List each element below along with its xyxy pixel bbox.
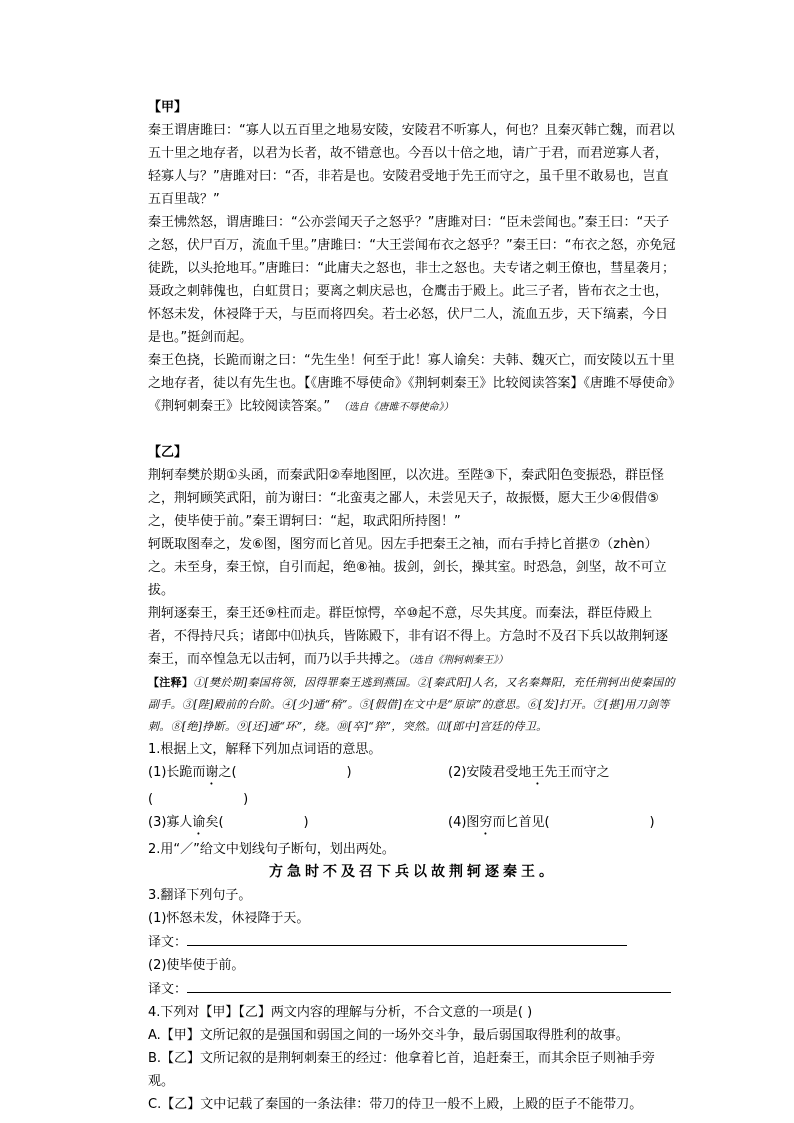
passage-jia-source: （选自《唐雎不辱使命》）: [338, 402, 454, 413]
answer-line-1[interactable]: [187, 930, 627, 946]
question-2-stem: 2.用“／”给文中划线句子断句，划出两处。: [148, 842, 395, 857]
passage-yi-para2: 轲既取图奉之，发⑥图，图穷而匕首见。因左手把秦王之袖，而右手持匕首揕⑦（zhèn）之。未至身，秦王惊，自引而起，绝⑧袖。拔剑，剑长，操其室。时恐急，剑坚，故不可立拔。: [148, 537, 667, 598]
annotations-text: ①[樊於期]秦国将领，因得罪秦王逃到燕国。②[秦武阳]人名，又名秦舞阳，充任荆轲出使秦国的副手。③[陛]殿前的台阶。④[少]通“稍”。⑤[假借]在文中是“原谅”的意思。⑥[发]打开。⑦[揕]用刀剑等刺。⑧[绝]挣断。⑨[还]通“环”，绕。⑩[卒]“猝”，突然。⑾[郎中]宫廷的侍卫。: [148, 676, 675, 733]
question-3-answer-1: 译文：: [148, 930, 678, 954]
question-1-item-2: (2)安陵君受地王先王而守之: [448, 765, 610, 780]
question-3-sentence-2: (2)使毕使于前。: [148, 958, 245, 973]
passage-jia-para2: 秦王怫然怒，谓唐雎曰：“公亦尝闻天子之怒乎？”唐雎对曰：“臣未尝闻也。”秦王曰：“天子之怒，伏尸百万，流血千里。”唐雎曰：“大王尝闻布衣之怒乎？”秦王曰：“布衣之怒，亦免冠徒跣，以头抢地耳。”唐雎曰：“此庸夫之怒也，非士之怒也。夫专诸之刺王僚也，彗星袭月；聂政之刺韩傀也，白虹贯日；要离之刺庆忌也，仓鹰击于殿上。此三子者，皆布衣之士也，怀怒未发，休祲降于天，与臣而将四矣。若士必怒，伏尸二人，流血五步，天下缟素，今日是也。”挺剑而起。: [148, 215, 676, 345]
passage-jia-heading: 【甲】: [148, 100, 188, 115]
question-1-item-2-blank: ( ): [148, 792, 249, 807]
document-content: [148, 96, 678, 1116]
passage-jia-para1: 秦王谓唐雎曰：“寡人以五百里之地易安陵，安陵君不听寡人，何也？且秦灭韩亡魏，而君以五十里之地存者，以君为长者，故不错意也。今吾以十倍之地，请广于君，而君逆寡人者，轻寡人与？”唐雎对曰：“否，非若是也。安陵君受地于先王而守之，虽千里不敢易也，岂直五百里哉？”: [148, 123, 675, 207]
question-4-option-b: B.【乙】文所记叙的是荆轲刺秦王的经过：他拿着匕首，追赶秦王，而其余臣子则袖手旁观。: [148, 1051, 656, 1089]
answer-line-2[interactable]: [187, 977, 671, 993]
question-1-row-a: [148, 761, 678, 788]
passage-yi-source: （选自《荆轲刺秦王》）: [408, 655, 509, 666]
passage-yi-heading: 【乙】: [148, 445, 188, 460]
question-4-stem: 4.下列对【甲】【乙】两文内容的理解与分析，不合文意的一项是( ): [148, 1005, 533, 1020]
passage-jia-para3: 秦王色挠，长跪而谢之曰：“先生坐！何至于此！寡人谕矣：夫韩、魏灭亡，而安陵以五十里之地存者，徒以有先生也。【《唐雎不辱使命》《荆轲刺秦王》比较阅读答案】《唐雎不辱使命》《荆轲刺秦王》比较阅读答案。” （选自《唐雎不辱使命》）: [148, 353, 675, 414]
passage-yi-para1: 荆轲奉樊於期①头函，而秦武阳②奉地图匣，以次进。至陛③下，秦武阳色变振恐，群臣怪之，荆轲顾笑武阳，前为谢曰：“北蛮夷之鄙人，未尝见天子，故振慑，愿大王少④假借⑤之，使毕使于前。”秦王谓轲曰：“起，取武阳所持图！”: [148, 468, 664, 529]
annotations-label: 【注释】: [148, 676, 194, 689]
question-3-sentence-1: (1)怀怒未发，休祲降于天。: [148, 911, 310, 926]
question-4-option-c: C.【乙】文中记载了秦国的一条法律：带刀的侍卫一般不上殿，上殿的臣子不能带刀。: [148, 1097, 643, 1112]
question-1-item-1: (1)长跪而谢之( ): [148, 765, 352, 780]
question-3-answer-2: 译文：: [148, 977, 678, 1001]
question-1-item-3: (3)寡人谕矣( ): [148, 815, 309, 830]
question-2-sentence: 方急时不及召下兵以故荆轲逐秦王。: [269, 864, 557, 880]
question-1-item-4: (4)图穷而匕首见( ): [448, 815, 655, 830]
question-1-stem: 1.根据上文，解释下列加点词语的意思。: [148, 742, 382, 757]
passage-yi-para3: 荆轲逐秦王，秦王还⑨柱而走。群臣惊愕，卒⑩起不意，尽失其度。而秦法，群臣侍殿上者，不得持尺兵；诸郎中⑾执兵，皆陈殿下，非有诏不得上。方急时不及召下兵以故荆轲逐秦王，而卒惶急无以击轲，而乃以手共搏之。（选自《荆轲刺秦王》）: [148, 606, 669, 667]
question-1-row-b: [148, 811, 678, 838]
question-4-option-a: A.【甲】文所记叙的是强国和弱国之间的一场外交斗争，最后弱国取得胜利的故事。: [148, 1028, 629, 1043]
question-3-stem: 3.翻译下列句子。: [148, 888, 252, 903]
annotations: [148, 672, 678, 738]
